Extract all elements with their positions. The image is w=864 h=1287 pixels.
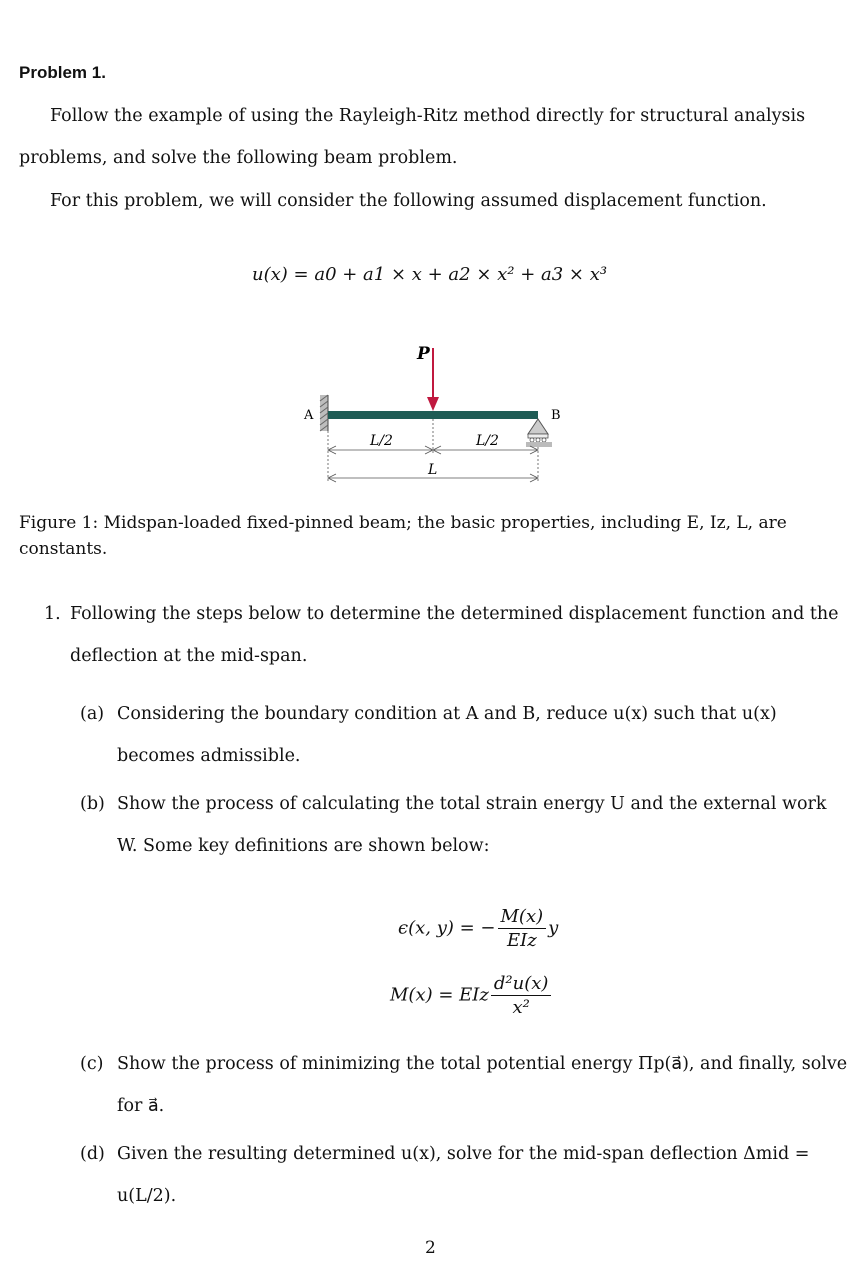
support-b-label: B [551,408,561,423]
fixed-support-a [320,395,328,431]
strain-fraction [498,906,547,951]
dim-half-right: L/2 [476,433,499,449]
intro-line-2: problems, and solve the following beam problem. [19,148,458,168]
equation-rhs: = a0 + a1 × x + a2 × x² + a3 × x³ [293,264,608,285]
item-1-number: 1. [44,604,61,624]
beam [328,411,538,419]
caption-line-2: constants. [19,539,108,559]
moment-lhs: M(x) = EIz [390,984,489,1006]
intro-line-3: For this problem, we will consider the following assumed displacement function. [50,191,767,211]
item-d-line-2: u(L/2). [117,1186,177,1206]
page-number: 2 [425,1238,436,1258]
moment-numerator: d²u(x) [491,973,552,996]
moment-denominator: x² [512,997,530,1018]
item-1-line-1: Following the steps below to determine the determined displacement function and the [70,604,839,624]
figure-caption [19,510,845,562]
moment-fraction [491,973,552,1018]
item-a-line-2: becomes admissible. [117,746,301,766]
intro-line-1: Follow the example of using the Rayleigh-Ritz method directly for structural analysis [50,106,806,126]
item-c-line-2: for a⃗. [117,1096,165,1116]
item-c-line-1: Show the process of minimizing the total potential energy Πp(a⃗), and finally, solve [117,1054,848,1074]
moment-equation [390,973,553,1018]
item-a-line-1: Considering the boundary condition at A and B, reduce u(x) such that u(x) [117,704,777,724]
support-a-label: A [304,408,314,423]
dim-total: L [428,462,438,478]
item-b-line-2: W. Some key definitions are shown below: [117,836,490,856]
pinned-support-b [526,419,552,447]
beam-figure [290,335,580,495]
item-d-line-1: Given the resulting determined u(x), solve for the mid-span deflection Δmid = [117,1144,810,1164]
dim-half-left: L/2 [370,433,393,449]
strain-equation [398,906,558,951]
strain-numerator: M(x) [498,906,547,929]
item-1-line-2: deflection at the mid-span. [70,646,308,666]
displacement-equation [252,264,607,285]
item-b-line-1: Show the process of calculating the total strain energy U and the external work [117,794,827,814]
strain-tail: y [548,917,559,939]
equation-lhs: u(x) [252,264,288,285]
strain-denominator: EIz [506,930,537,951]
item-a-label: (a) [80,704,105,724]
item-c-label: (c) [80,1054,104,1074]
item-b-label: (b) [80,794,105,814]
strain-lhs: ϵ(x, y) = − [398,917,496,939]
load-label: P [417,344,430,364]
problem-heading: Problem 1. [19,63,106,82]
item-d-label: (d) [80,1144,105,1164]
caption-line-1: Figure 1: Midspan-loaded fixed-pinned beam; the basic properties, including E, Iz, L, are [19,513,787,533]
